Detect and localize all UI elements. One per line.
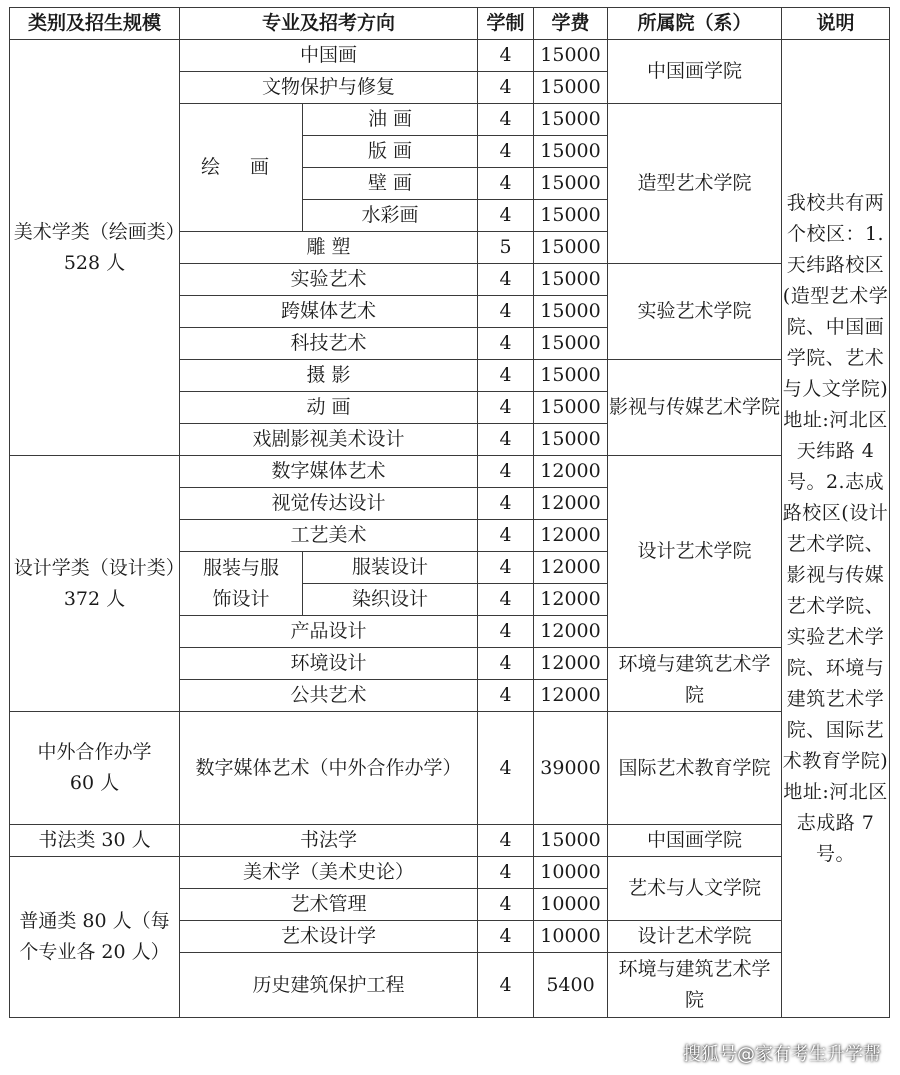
tuition-cell: 12000: [534, 456, 608, 488]
college-cell: 环境与建筑艺术学院: [608, 648, 782, 712]
college-cell: 艺术与人文学院: [608, 857, 782, 921]
duration-cell: 4: [478, 40, 534, 72]
major-cell: 历史建筑保护工程: [180, 953, 478, 1018]
duration-cell: 4: [478, 168, 534, 200]
tuition-cell: 15000: [534, 40, 608, 72]
tuition-cell: 15000: [534, 232, 608, 264]
tuition-cell: 15000: [534, 296, 608, 328]
header-duration: 学制: [478, 8, 534, 40]
major-cell: 文物保护与修复: [180, 72, 478, 104]
college-cell: 中国画学院: [608, 40, 782, 104]
duration-cell: 4: [478, 552, 534, 584]
table-row: [10, 857, 890, 889]
category-cell: 设计学类（设计类）372 人: [10, 456, 180, 712]
duration-cell: 4: [478, 200, 534, 232]
tuition-cell: 15000: [534, 72, 608, 104]
major-cell: 数字媒体艺术（中外合作办学）: [180, 712, 478, 825]
tuition-cell: 15000: [534, 200, 608, 232]
major-cell: 书法学: [180, 825, 478, 857]
tuition-cell: 12000: [534, 520, 608, 552]
tuition-cell: 12000: [534, 488, 608, 520]
tuition-cell: 15000: [534, 360, 608, 392]
tuition-cell: 12000: [534, 616, 608, 648]
duration-cell: 4: [478, 680, 534, 712]
tuition-cell: 15000: [534, 136, 608, 168]
duration-cell: 4: [478, 648, 534, 680]
major-cell: 戏剧影视美术设计: [180, 424, 478, 456]
category-cell: 中外合作办学 60 人: [10, 712, 180, 825]
duration-cell: 4: [478, 953, 534, 1018]
duration-cell: 4: [478, 264, 534, 296]
category-cell: 普通类 80 人（每个专业各 20 人）: [10, 857, 180, 1018]
major-cell: 产品设计: [180, 616, 478, 648]
duration-cell: 4: [478, 520, 534, 552]
tuition-cell: 15000: [534, 104, 608, 136]
table-row: [10, 456, 890, 488]
college-cell: 实验艺术学院: [608, 264, 782, 360]
header-major: 专业及招考方向: [180, 8, 478, 40]
duration-cell: 4: [478, 488, 534, 520]
duration-cell: 4: [478, 296, 534, 328]
major-cell: 摄 影: [180, 360, 478, 392]
major-cell: 工艺美术: [180, 520, 478, 552]
major-cell: 动 画: [180, 392, 478, 424]
tuition-cell: 12000: [534, 648, 608, 680]
duration-cell: 4: [478, 456, 534, 488]
college-cell: 中国画学院: [608, 825, 782, 857]
header-category: 类别及招生规模: [10, 8, 180, 40]
header-tuition: 学费: [534, 8, 608, 40]
duration-cell: 4: [478, 889, 534, 921]
major-cell: 实验艺术: [180, 264, 478, 296]
major-cell: 雕 塑: [180, 232, 478, 264]
duration-cell: 4: [478, 136, 534, 168]
duration-cell: 4: [478, 104, 534, 136]
tuition-cell: 15000: [534, 264, 608, 296]
college-cell: 设计艺术学院: [608, 921, 782, 953]
tuition-cell: 15000: [534, 825, 608, 857]
major-cell: 数字媒体艺术: [180, 456, 478, 488]
major-cell: 环境设计: [180, 648, 478, 680]
tuition-cell: 15000: [534, 328, 608, 360]
header-college: 所属院（系）: [608, 8, 782, 40]
table-row: [10, 712, 890, 825]
major-cell: 公共艺术: [180, 680, 478, 712]
tuition-cell: 39000: [534, 712, 608, 825]
category-cell: 美术学类（绘画类）528 人: [10, 40, 180, 456]
college-cell: 造型艺术学院: [608, 104, 782, 264]
duration-cell: 4: [478, 360, 534, 392]
tuition-cell: 15000: [534, 392, 608, 424]
duration-cell: 4: [478, 584, 534, 616]
college-cell: 环境与建筑艺术学院: [608, 953, 782, 1018]
tuition-cell: 10000: [534, 921, 608, 953]
category-cell: 书法类 30 人: [10, 825, 180, 857]
admission-table: [9, 7, 890, 1018]
major-cell: 视觉传达设计: [180, 488, 478, 520]
duration-cell: 4: [478, 424, 534, 456]
college-cell: 设计艺术学院: [608, 456, 782, 648]
tuition-cell: 12000: [534, 584, 608, 616]
college-cell: 国际艺术教育学院: [608, 712, 782, 825]
duration-cell: 4: [478, 921, 534, 953]
major-cell: 染织设计: [303, 584, 478, 616]
major-cell: 美术学（美术史论）: [180, 857, 478, 889]
tuition-cell: 12000: [534, 680, 608, 712]
duration-cell: 5: [478, 232, 534, 264]
tuition-cell: 15000: [534, 168, 608, 200]
group-cell: 服装与服饰设计: [180, 552, 303, 616]
major-cell: 中国画: [180, 40, 478, 72]
admission-table-wrapper: [9, 7, 890, 1018]
major-cell: 版 画: [303, 136, 478, 168]
major-cell: 服装设计: [303, 552, 478, 584]
watermark-text: 搜狐号@家有考生升学帮: [683, 1044, 881, 1065]
note-cell: 我校共有两个校区：1.天纬路校区(造型艺术学院、中国画学院、艺术与人文学院)地址:河北区天纬路 4 号。2.志成路校区(设计艺术学院、影视与传媒艺术学院、实验艺术学院、环境与建筑艺术学院、国际艺术教育学院)地址:河北区志成路 7 号。: [782, 40, 890, 1018]
duration-cell: 4: [478, 857, 534, 889]
table-row: [10, 40, 890, 72]
duration-cell: 4: [478, 328, 534, 360]
duration-cell: 4: [478, 825, 534, 857]
major-cell: 跨媒体艺术: [180, 296, 478, 328]
header-note: 说明: [782, 8, 890, 40]
group-cell: 绘 画: [180, 104, 303, 232]
major-cell: 壁 画: [303, 168, 478, 200]
tuition-cell: 12000: [534, 552, 608, 584]
tuition-cell: 10000: [534, 857, 608, 889]
tuition-cell: 5400: [534, 953, 608, 1018]
major-cell: 艺术管理: [180, 889, 478, 921]
major-cell: 科技艺术: [180, 328, 478, 360]
tuition-cell: 15000: [534, 424, 608, 456]
college-cell: 影视与传媒艺术学院: [608, 360, 782, 456]
duration-cell: 4: [478, 392, 534, 424]
duration-cell: 4: [478, 72, 534, 104]
tuition-cell: 10000: [534, 889, 608, 921]
table-row: [10, 825, 890, 857]
major-cell: 艺术设计学: [180, 921, 478, 953]
header-row: [10, 8, 890, 40]
major-cell: 水彩画: [303, 200, 478, 232]
duration-cell: 4: [478, 616, 534, 648]
major-cell: 油 画: [303, 104, 478, 136]
duration-cell: 4: [478, 712, 534, 825]
